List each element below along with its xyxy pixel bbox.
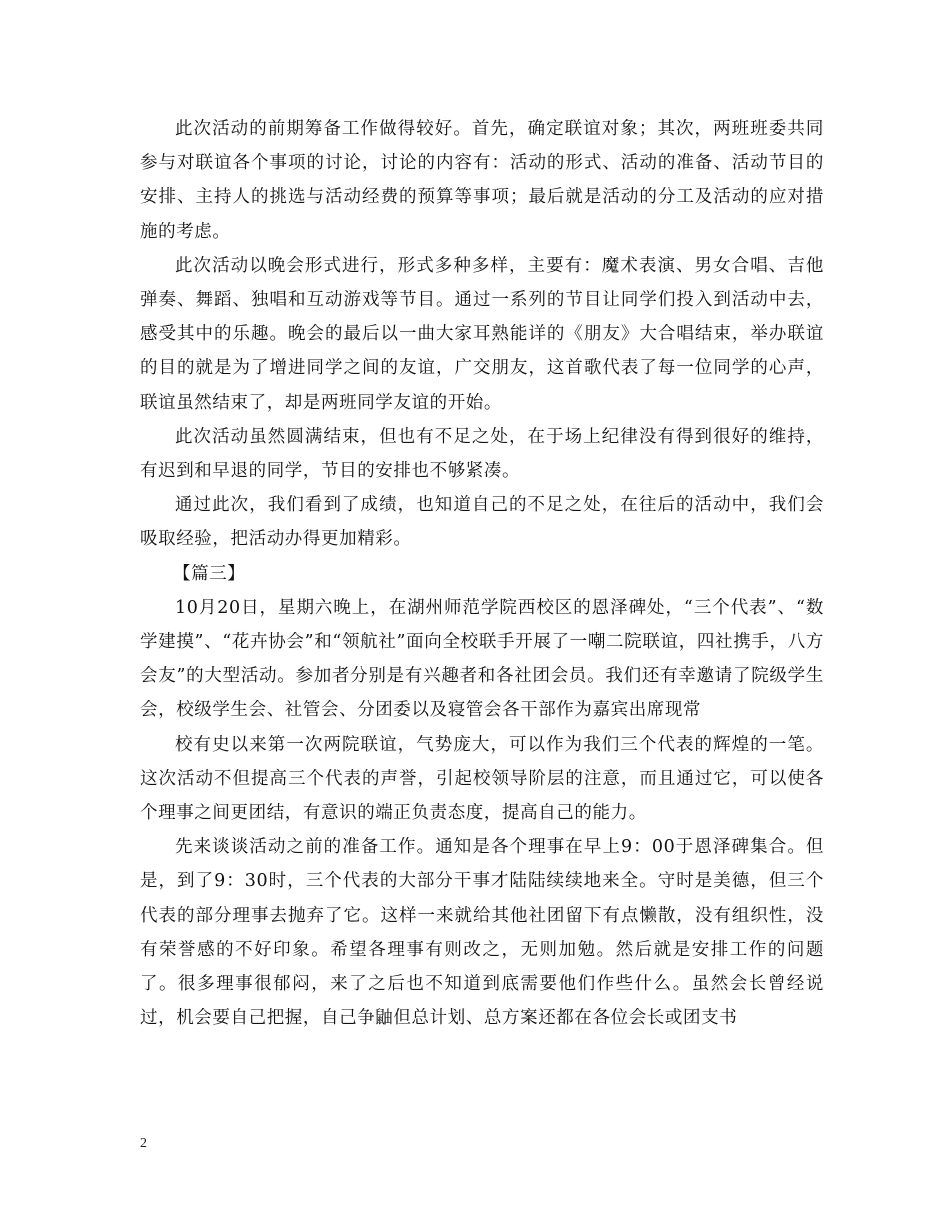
section-heading: 【篇三】 <box>173 563 246 584</box>
paragraph: 先来谈谈活动之前的准备工作。通知是各个理事在早上9：00于恩泽碑集合。但是，到了9：30时，三个代表的大部分干事才陆陆续续地来全。守时是美德，但三个代表的部分理事去抛弃了它。这样一来就给其他社团留下有点懒散，没有组织性，没有荣誉感的不好印象。希望各理事有则改之，无则加勉。然后就是安排工作的问题了。很多理事很郁闷，来了之后也不知道到底需要他们作些什么。虽然会长曾经说过，机会要自己把握，自己争鼬但总计划、总方案还都在各位会长或团支书 <box>140 837 824 1029</box>
page-number: 2 <box>140 1136 147 1151</box>
paragraph: 此次活动虽然圆满结束，但也有不足之处，在于场上纪律没有得到很好的维持，有迟到和早退的同学，节目的安排也不够紧凑。 <box>140 426 824 482</box>
paragraph: 校有史以来第一次两院联谊，气势庞大，可以作为我们三个代表的辉煌的一笔。这次活动不但提高三个代表的声誉，引起校领导阶层的注意，而且通过它，可以使各个理事之间更团结，有意识的端正负责态度，提高自己的能力。 <box>140 734 824 824</box>
paragraph: 通过此次，我们看到了成绩，也知道自己的不足之处，在往后的活动中，我们会吸取经验，把活动办得更加精彩。 <box>140 495 824 550</box>
paragraph: 10月20日，星期六晚上，在湖州师范学院西校区的恩泽碑处，“三个代表”、“数学建摸”、“花卉协会”和“领航社”面向全校联手开展了一嘲二院联谊，四社携手，八方会友”的大型活动。参加者分别是有兴趣者和各社团会员。我们还有幸邀请了院级学生会，校级学生会、社管会、分团委以及寝管会各干部作为嘉宾出席现常 <box>140 597 824 721</box>
document-body <box>140 112 824 1035</box>
paragraph: 此次活动的前期筹备工作做得较好。首先，确定联谊对象；其次，两班班委共同参与对联谊各个事项的讨论，讨论的内容有：活动的形式、活动的准备、活动节目的安排、主持人的挑选与活动经费的预算等事项；最后就是活动的分工及活动的应对措施的考虑。 <box>140 119 824 242</box>
paragraph: 此次活动以晚会形式进行，形式多种多样，主要有：魔术表演、男女合唱、吉他弹奏、舞蹈、独唱和互动游戏等节目。通过一系列的节目让同学们投入到活动中去，感受其中的乐趣。晚会的最后以一曲大家耳熟能详的《朋友》大合唱结束，举办联谊的目的就是为了增进同学之间的友谊，广交朋友，这首歌代表了每一位同学的心声，联谊虽然结束了，却是两班同学友谊的开始。 <box>140 255 824 413</box>
